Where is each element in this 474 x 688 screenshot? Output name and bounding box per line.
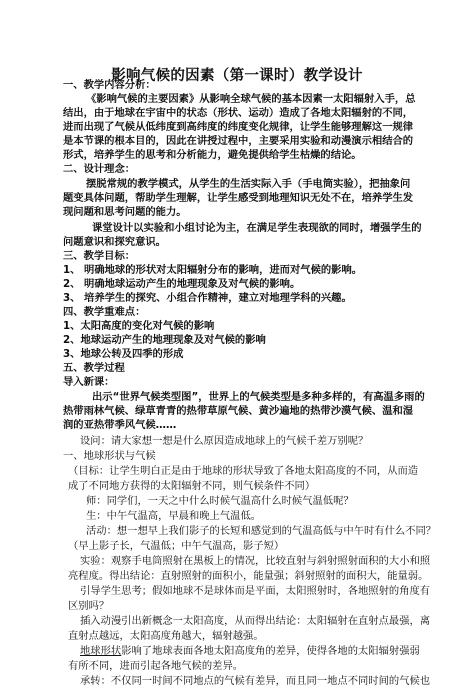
text-line: 设问：请大家想一想是什么原因造成地球上的气候千差万别呢？	[80, 435, 369, 447]
text-line: 摆脱常规的教学模式，从学生的生活实际入手（手电筒实验），把抽象问	[86, 178, 411, 190]
text-line: 亮程度。得出结论：直射照射的面积小，能量强；斜射照射的面积大，能量弱。	[68, 570, 429, 582]
text-line: 承转：不仅同一时间不同地点的气候有差异，而且同一地点不同时间的气候也	[80, 675, 431, 687]
text-line: 有所不同，进而引起各地气候的差异。	[68, 660, 244, 672]
text-line: （目标：让学生明白正是由于地球的形状导致了各地太阳高度的不同，从而造	[68, 465, 419, 477]
text-line: 师：同学们，一天之中什么时候气温高什么时候气温低呢？	[86, 495, 354, 507]
text-line: 二、设计理念：	[63, 163, 136, 175]
text-line: 2、 明确地球运动产生的地理现象及对气候的影响。	[63, 278, 301, 290]
text-line: 热带雨林气候、绿草青青的热带草原气候、黄沙遍地的热带沙漠气候、温和湿	[63, 405, 414, 417]
text-line: 成了不同地方获得的太阳辐射不同，则气候条件不同）	[68, 480, 316, 492]
text-line: 1、 明确地球的形状对太阳辐射分布的影响，进而对气候的影响。	[63, 264, 363, 276]
text-line: 五、教学过程	[63, 362, 125, 374]
text-line: 地球形状影响了地球表面各地太阳高度角的差异，使得各地的太阳辐射强弱	[80, 645, 420, 657]
text-line: 课堂设计以实验和小组讨论为主，在满足学生表现欲的同时，增强学生的	[92, 222, 422, 234]
text-line: 《影响气候的主要因素》从影响全球气候的基本因素一太阳辐射入手，总	[86, 93, 416, 105]
text-line: 实验：观察手电筒照射在黑板上的情况，比较直射与斜射照射面积的大小和照	[80, 555, 431, 567]
text-line: 引导学生思考；假如地球不是球体而是平面，太阳照射时，各地照射的角度有	[80, 585, 431, 597]
text-line: 润的亚热带季风气候……	[63, 419, 177, 431]
text-line: 题变具体问题，帮助学生理解，让学生感受到地理知识无处不在，培养学生发	[63, 192, 414, 204]
document-title: 影响气候的因素（第一课时）教学设计	[111, 68, 363, 84]
text-line: 是本节课的根本目的，因此在讲授过程中，主要采用实验和动漫演示相结合的	[63, 135, 414, 147]
text-line: 一、教学内容分析：	[63, 79, 156, 91]
text-line: 直射点越远，太阳高度角越大，辐射越强。	[68, 630, 264, 642]
text-line: 进而出现了气候从低纬度到高纬度的纬度变化规律，让学生能够理解这一规律	[63, 121, 414, 133]
text-line: 四、教学重难点：	[63, 306, 146, 318]
text-line: 形式，培养学生的思考和分析能力，避免提供给学生枯燥的结论。	[63, 149, 362, 161]
text-line: （早上影子长，气温低；中午气温高，影子短）	[68, 540, 285, 552]
text-line: 导入新课：	[63, 376, 115, 388]
text-line: 2、地球运动产生的地理现象及对气候的影响	[63, 334, 266, 346]
text-line: 生：中午气温高，早晨和晚上气温低。	[86, 510, 262, 522]
text-line: 活动：想一想早上我们影子的长短和感觉到的气温高低与中午时有什么不同？	[86, 525, 437, 537]
text-line: 一、地球形状与气候	[63, 450, 156, 462]
text-line: 区别吗？	[68, 600, 110, 612]
text-line: 3、 培养学生的探究、小组合作精神，建立对地理学科的兴趣。	[63, 292, 352, 304]
text-line: 问题意识和探究意识。	[63, 236, 166, 248]
text-line: 1、太阳高度的变化对气候的影响	[63, 320, 215, 332]
text-line: 结出，由于地球在宇宙中的状态（形状、运动）造成了各地太阳辐射的不同，	[63, 107, 414, 119]
text-line: 三、教学目标：	[63, 250, 136, 262]
text-line: 现问题和思考问题的能力。	[63, 206, 187, 218]
text-line: 插入动漫引出新概念一太阳高度，从而得出结论：太阳辐射在直射点最强，离	[80, 615, 431, 627]
text-line: 3、地球公转及四季的形成	[63, 348, 184, 360]
text-line: 出示“世界气候类型图”，世界上的气候类型是多种多样的，有高温多雨的	[92, 391, 425, 403]
